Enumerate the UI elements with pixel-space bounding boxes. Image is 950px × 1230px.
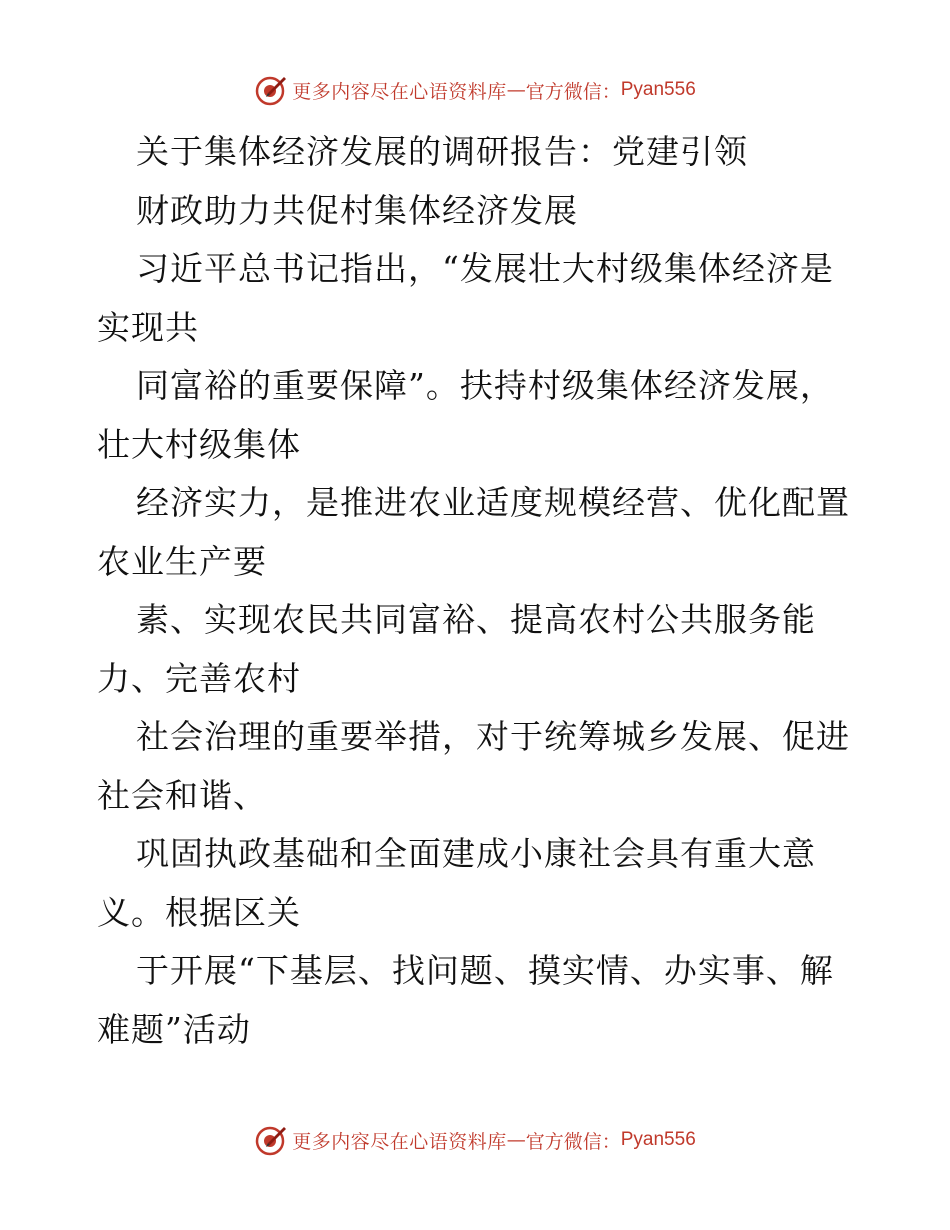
document-line: 习近平总书记指出，“发展壮大村级集体经济是 [136, 249, 834, 288]
pen-logo-icon [254, 73, 288, 107]
banner-separator: — [506, 79, 526, 101]
banner-promo-text: 更多内容尽在心语资料库 [292, 80, 507, 103]
pen-logo-icon [254, 1123, 288, 1157]
banner-wechat-id: Pyan556 [620, 1129, 696, 1150]
document-line: 财政助力共促村集体经济发展 [136, 190, 578, 230]
document-body [97, 123, 857, 1059]
document-line: 难题”活动 [97, 1009, 251, 1049]
document-line: 关于集体经济发展的调研报告：党建引领 [136, 132, 748, 171]
banner-wechat-id: Pyan556 [620, 79, 696, 100]
document-line: 于开展“下基层、找问题、摸实情、办实事、解 [136, 951, 834, 990]
document-line: 巩固执政基础和全面建成小康社会具有重大意 [136, 834, 816, 873]
document-line: 经济实力，是推进农业适度规模经营、优化配置 [136, 483, 850, 522]
document-line: 实现共 [97, 307, 199, 347]
banner-separator: — [506, 1129, 526, 1151]
document-line: 社会和谐、 [97, 775, 267, 815]
header-banner [0, 70, 950, 110]
document-line: 壮大村级集体 [97, 424, 301, 464]
banner-promo-text: 更多内容尽在心语资料库 [292, 1130, 507, 1153]
document-line: 农业生产要 [97, 541, 267, 581]
footer-banner [0, 1120, 950, 1160]
banner-wechat-label: 官方微信： [525, 80, 621, 103]
document-line: 义。根据区关 [97, 892, 301, 932]
document-line: 素、实现农民共同富裕、提高农村公共服务能 [136, 600, 816, 639]
document-line: 同富裕的重要保障”。扶持村级集体经济发展， [136, 366, 834, 405]
banner-wechat-label: 官方微信： [525, 1130, 621, 1153]
document-line: 社会治理的重要举措，对于统筹城乡发展、促进 [136, 717, 850, 756]
document-line: 力、完善农村 [97, 658, 301, 698]
